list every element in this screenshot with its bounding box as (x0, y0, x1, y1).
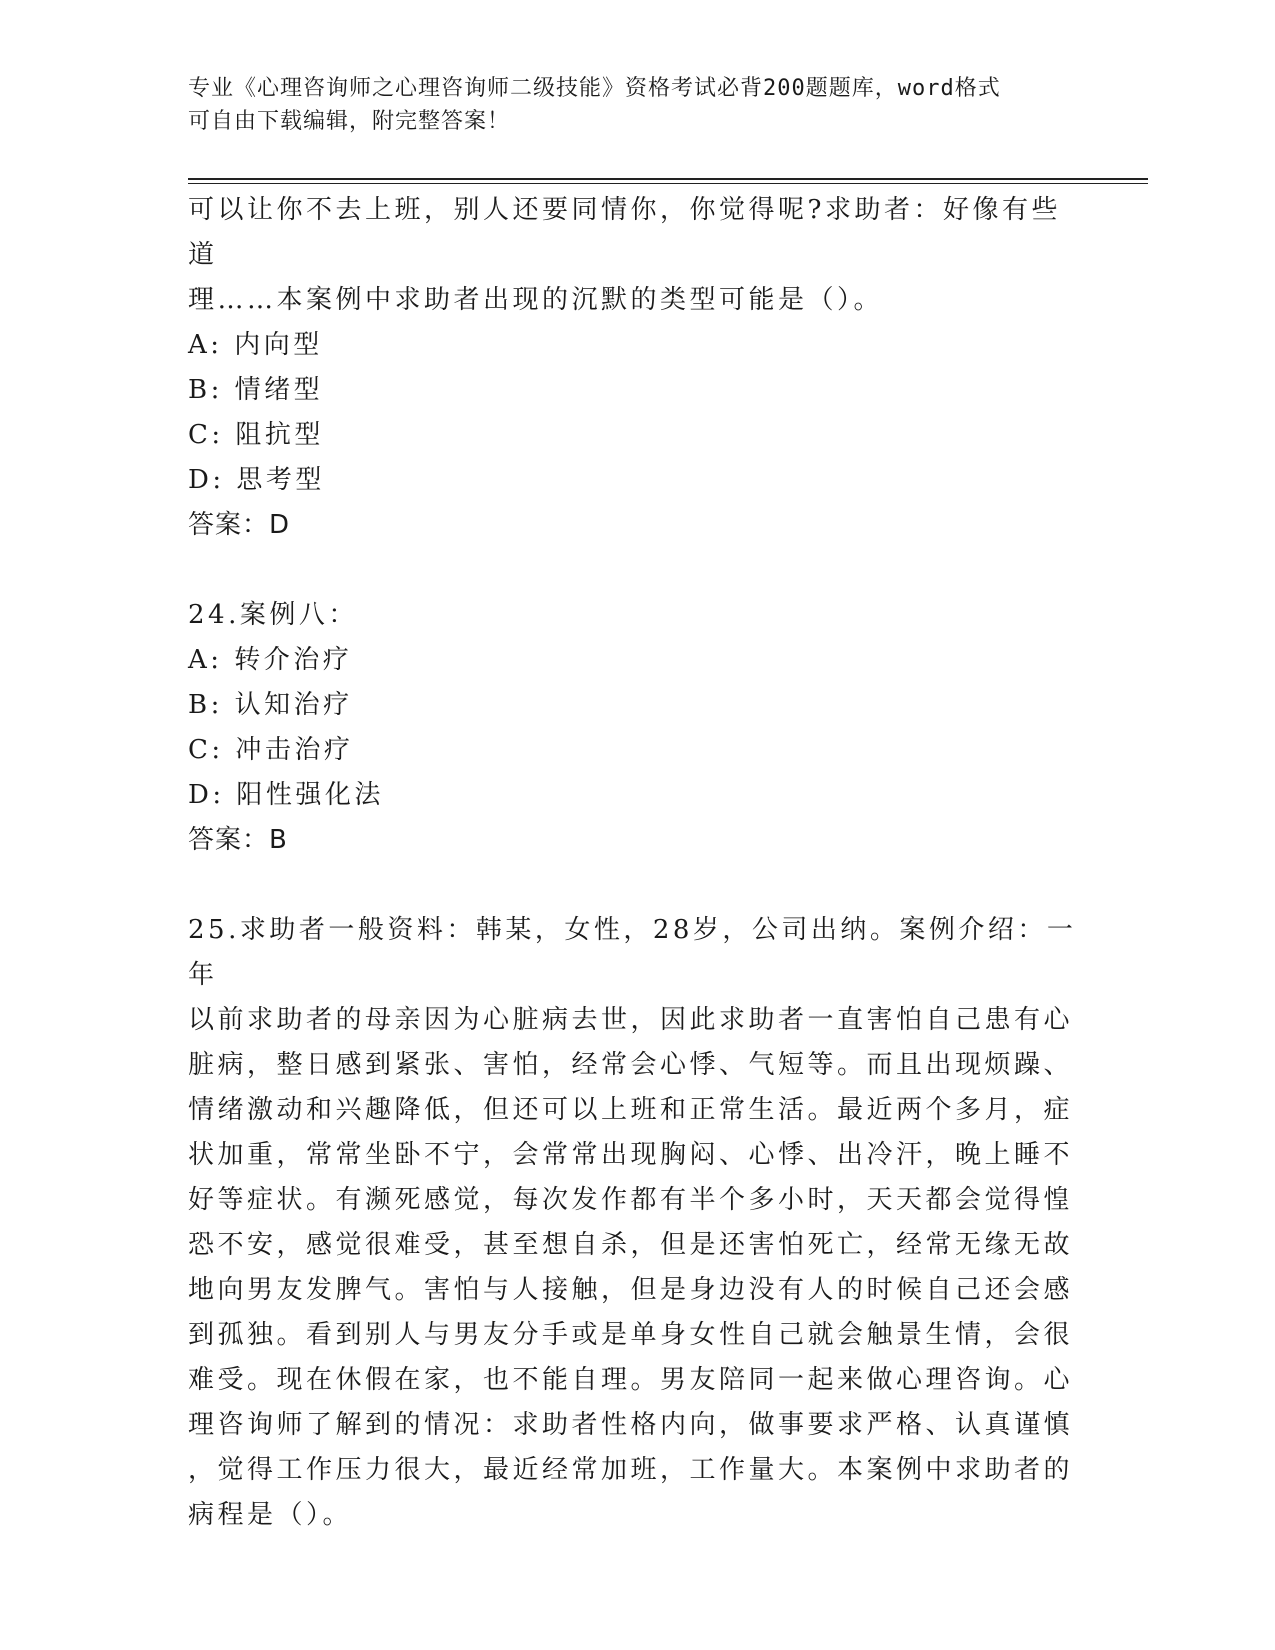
question-stem-line: ，觉得工作压力很大，最近经常加班，工作量大。本案例中求助者的 (188, 1455, 1074, 1485)
question-stem-line: 25.求助者一般资料：韩某，女性，28岁，公司出纳。案例介绍：一年 (188, 915, 1077, 990)
spacer (188, 548, 1078, 593)
question-stem: 24.案例八： (188, 600, 358, 630)
header-divider-thin (188, 183, 1148, 184)
question-25 (188, 908, 1078, 1538)
option-d: D: 阳性强化法 (188, 780, 384, 810)
option-d: D: 思考型 (188, 465, 325, 495)
option-b: B: 情绪型 (188, 375, 324, 405)
question-stem-line: 状加重，常常坐卧不宁，会常常出现胸闷、心悸、出冷汗，晚上睡不 (188, 1140, 1074, 1170)
question-stem-line: 理……本案例中求助者出现的沉默的类型可能是（）。 (188, 285, 884, 315)
question-stem-line: 难受。现在休假在家，也不能自理。男友陪同一起来做心理咨询。心 (188, 1365, 1074, 1395)
question-stem-line: 恐不安，感觉很难受，甚至想自杀，但是还害怕死亡，经常无缘无故 (188, 1230, 1074, 1260)
header-divider-thick (188, 178, 1148, 180)
question-stem-line: 脏病，整日感到紧张、害怕，经常会心悸、气短等。而且出现烦躁、 (188, 1050, 1074, 1080)
option-c: C: 阻抗型 (188, 420, 324, 450)
question-stem-line: 以前求助者的母亲因为心脏病去世，因此求助者一直害怕自己患有心 (188, 1005, 1074, 1035)
question-stem-line: 可以让你不去上班，别人还要同情你，你觉得呢?求助者：好像有些道 (188, 195, 1061, 270)
question-23 (188, 188, 1078, 548)
document-body (188, 188, 1078, 1538)
option-c: C: 冲击治疗 (188, 735, 354, 765)
option-a: A: 转介治疗 (188, 645, 353, 675)
question-24 (188, 593, 1078, 863)
question-stem-line: 理咨询师了解到的情况：求助者性格内向，做事要求严格、认真谨慎 (188, 1410, 1074, 1440)
option-b: B: 认知治疗 (188, 690, 353, 720)
spacer (188, 863, 1078, 908)
header-line-2: 可自由下载编辑，附完整答案！ (188, 109, 511, 134)
question-stem-line: 到孤独。看到别人与男友分手或是单身女性自己就会触景生情，会很 (188, 1320, 1074, 1350)
answer-line: 答案：B (188, 825, 288, 855)
question-stem-line: 地向男友发脾气。害怕与人接触，但是身边没有人的时候自己还会感 (188, 1275, 1074, 1305)
option-a: A: 内向型 (188, 330, 323, 360)
question-stem-line: 情绪激动和兴趣降低，但还可以上班和正常生活。最近两个多月，症 (188, 1095, 1074, 1125)
header-line-1: 专业《心理咨询师之心理咨询师二级技能》资格考试必背200题题库，word格式 (188, 76, 1001, 101)
question-stem-line: 好等症状。有濒死感觉，每次发作都有半个多小时，天天都会觉得惶 (188, 1185, 1074, 1215)
question-stem-line: 病程是（）。 (188, 1500, 353, 1530)
document-header (188, 72, 1068, 138)
answer-line: 答案：D (188, 510, 291, 540)
